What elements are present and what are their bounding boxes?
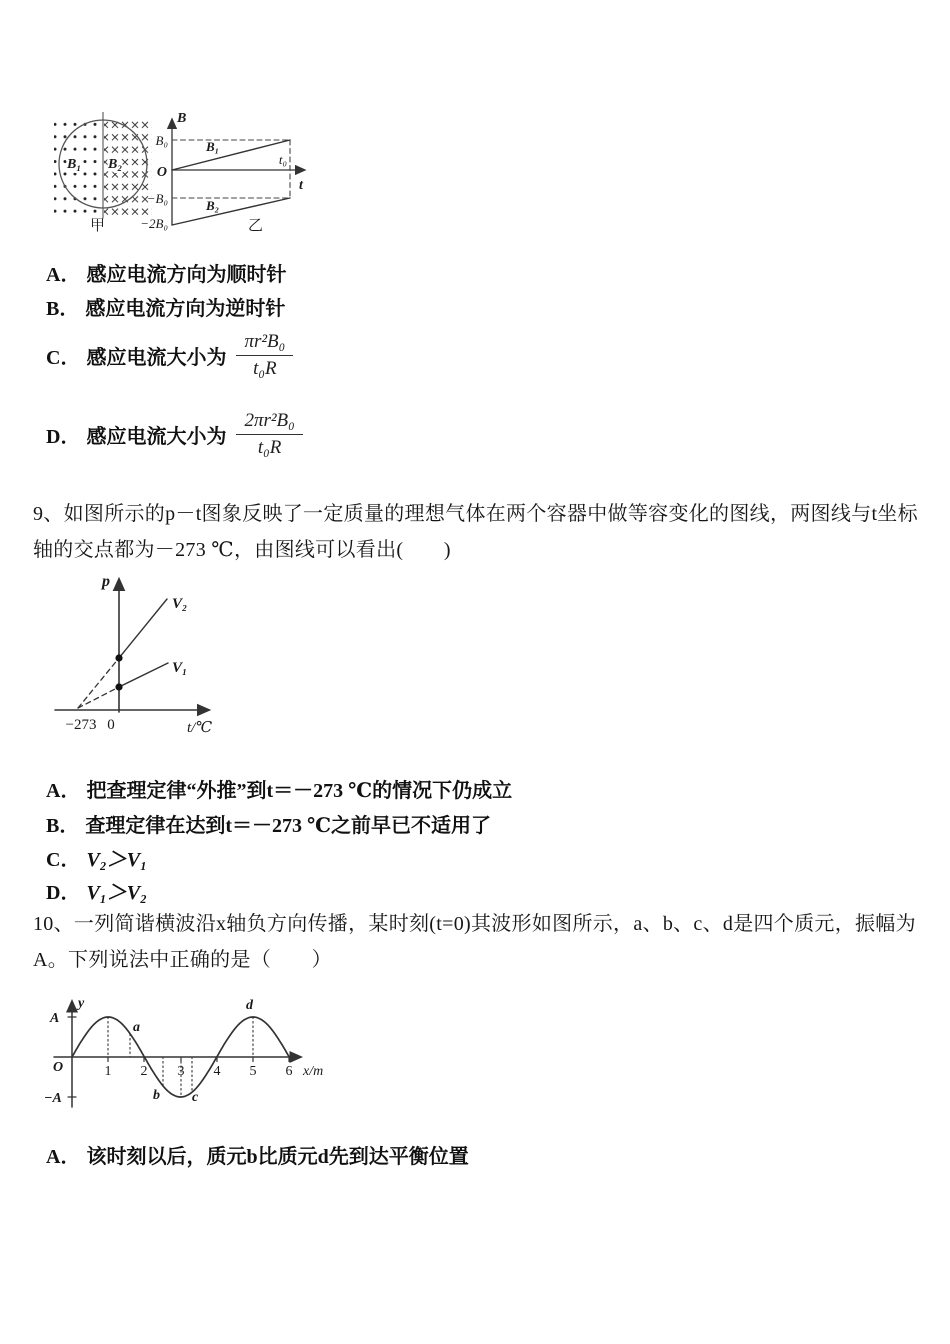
neg-2b0-tick-label: −2B₀ bbox=[140, 216, 168, 231]
q8-option-c-letter: C． bbox=[46, 346, 81, 369]
q9-option-b-text: 查理定律在达到t＝－273 ℃之前早已不适用了 bbox=[85, 815, 491, 837]
x-tick-2: 2 bbox=[140, 1064, 148, 1079]
t-axis-label: t/℃ bbox=[187, 720, 213, 736]
fraction-denominator: t₀R bbox=[236, 355, 293, 380]
b1-curve-label: B₁ bbox=[206, 139, 220, 154]
q8-figure bbox=[50, 106, 320, 238]
amp-neg-label: −A bbox=[44, 1091, 62, 1106]
q9-figure-p-t-graph bbox=[40, 572, 245, 740]
yi-caption: 乙 bbox=[248, 218, 264, 234]
x-axis-label: x/m bbox=[303, 1064, 324, 1079]
t-axis-label: t bbox=[299, 178, 303, 193]
x-tick-4: 4 bbox=[213, 1064, 221, 1079]
v2-intercept-point bbox=[115, 654, 122, 661]
particle-d-label: d bbox=[246, 998, 253, 1013]
neg-273-tick-label: −273 bbox=[65, 717, 97, 733]
p-t-graph bbox=[55, 573, 212, 736]
particle-c-label: c bbox=[192, 1090, 199, 1105]
q8-option-a-letter: A． bbox=[46, 264, 81, 286]
q8-option-c-fraction bbox=[236, 331, 293, 380]
particle-a-label: a bbox=[133, 1020, 140, 1035]
q10-option-a bbox=[46, 1140, 469, 1169]
y-axis-label: y bbox=[78, 996, 85, 1011]
q10-option-a-letter: A． bbox=[46, 1146, 81, 1168]
q8-option-d bbox=[46, 402, 303, 466]
v2-label: V₂ bbox=[172, 596, 188, 612]
v1-dashed-segment bbox=[78, 687, 119, 708]
b2-curve bbox=[172, 198, 290, 225]
q9-option-d-letter: D． bbox=[46, 882, 81, 904]
x-tick-1: 1 bbox=[104, 1064, 112, 1079]
q8-option-b-letter: B． bbox=[46, 298, 80, 320]
amp-pos-label: A bbox=[50, 1011, 60, 1026]
q8-option-d-letter: D． bbox=[46, 425, 81, 448]
q9-option-c bbox=[46, 843, 147, 872]
q9-option-c-letter: C． bbox=[46, 849, 81, 871]
q9-option-b-letter: B． bbox=[46, 815, 80, 837]
q8-option-d-text: 感应电流大小为 bbox=[86, 425, 227, 448]
q8-option-a-text: 感应电流方向为顺时针 bbox=[86, 264, 287, 286]
b0-tick-label: B₀ bbox=[155, 133, 168, 148]
q9-option-a-letter: A． bbox=[46, 780, 81, 802]
q8-option-c bbox=[46, 324, 293, 386]
q8-option-a bbox=[46, 258, 286, 287]
x-tick-6: 6 bbox=[285, 1064, 293, 1079]
b-axis-label: B bbox=[177, 111, 187, 126]
v1-line bbox=[119, 663, 168, 687]
neg-b0-tick-label: −B₀ bbox=[146, 191, 168, 206]
q9-stem: 9、如图所示的p－t图象反映了一定质量的理想气体在两个容器中做等容变化的图线，两图线与t坐标轴的交点都为－273 ℃，由图线可以看出( ) bbox=[33, 503, 918, 561]
q9-option-c-text: V₂＞V₁ bbox=[86, 849, 148, 871]
q9-option-a-text: 把查理定律“外推”到t＝－273 ℃的情况下仍成立 bbox=[86, 780, 513, 802]
q9-option-a bbox=[46, 774, 512, 803]
b1-region-label: B₁ bbox=[67, 157, 82, 172]
t0-tick-label: t₀ bbox=[278, 152, 287, 167]
x-tick-5: 5 bbox=[249, 1064, 257, 1079]
field-region-diagram bbox=[54, 112, 152, 234]
zero-tick-label: 0 bbox=[107, 717, 115, 733]
b1-curve bbox=[172, 140, 290, 170]
q8-option-c-text: 感应电流大小为 bbox=[86, 346, 227, 369]
q10-stem: 10、一列简谐横波沿x轴负方向传播，某时刻(t=0)其波形如图所示，a、b、c、d是四个质元，振幅为A。下列说法中正确的是（ ） bbox=[33, 913, 916, 971]
q10-option-a-text: 该时刻以后，质元b比质元d先到达平衡位置 bbox=[86, 1146, 469, 1168]
v1-intercept-point bbox=[115, 683, 122, 690]
q9-option-d-text: V₁＞V₂ bbox=[86, 882, 148, 904]
fraction-numerator: 2πr²B₀ bbox=[244, 409, 295, 431]
v2-dashed-segment bbox=[78, 658, 119, 708]
q10-figure-wave-graph bbox=[42, 995, 334, 1117]
b-t-graph bbox=[140, 111, 304, 234]
q8-option-b-text: 感应电流方向为逆时针 bbox=[85, 298, 286, 320]
q9-option-d bbox=[46, 876, 147, 905]
fraction-numerator: πr²B₀ bbox=[244, 330, 286, 352]
origin-label: O bbox=[156, 165, 167, 180]
q9-option-b bbox=[46, 809, 491, 838]
p-axis-label: p bbox=[102, 573, 110, 590]
origin-label: O bbox=[53, 1060, 64, 1075]
wave-graph bbox=[44, 996, 323, 1107]
b2-region-label: B₂ bbox=[108, 157, 123, 172]
q8-option-b bbox=[46, 292, 285, 321]
particle-b-label: b bbox=[153, 1088, 160, 1103]
v2-line bbox=[119, 599, 167, 658]
v1-label: V₁ bbox=[172, 660, 188, 676]
jia-caption: 甲 bbox=[90, 218, 106, 234]
q8-option-d-fraction bbox=[236, 410, 302, 459]
fraction-denominator: t₀R bbox=[236, 434, 302, 459]
x-tick-3: 3 bbox=[177, 1064, 185, 1079]
b2-curve-label: B₂ bbox=[206, 198, 220, 213]
